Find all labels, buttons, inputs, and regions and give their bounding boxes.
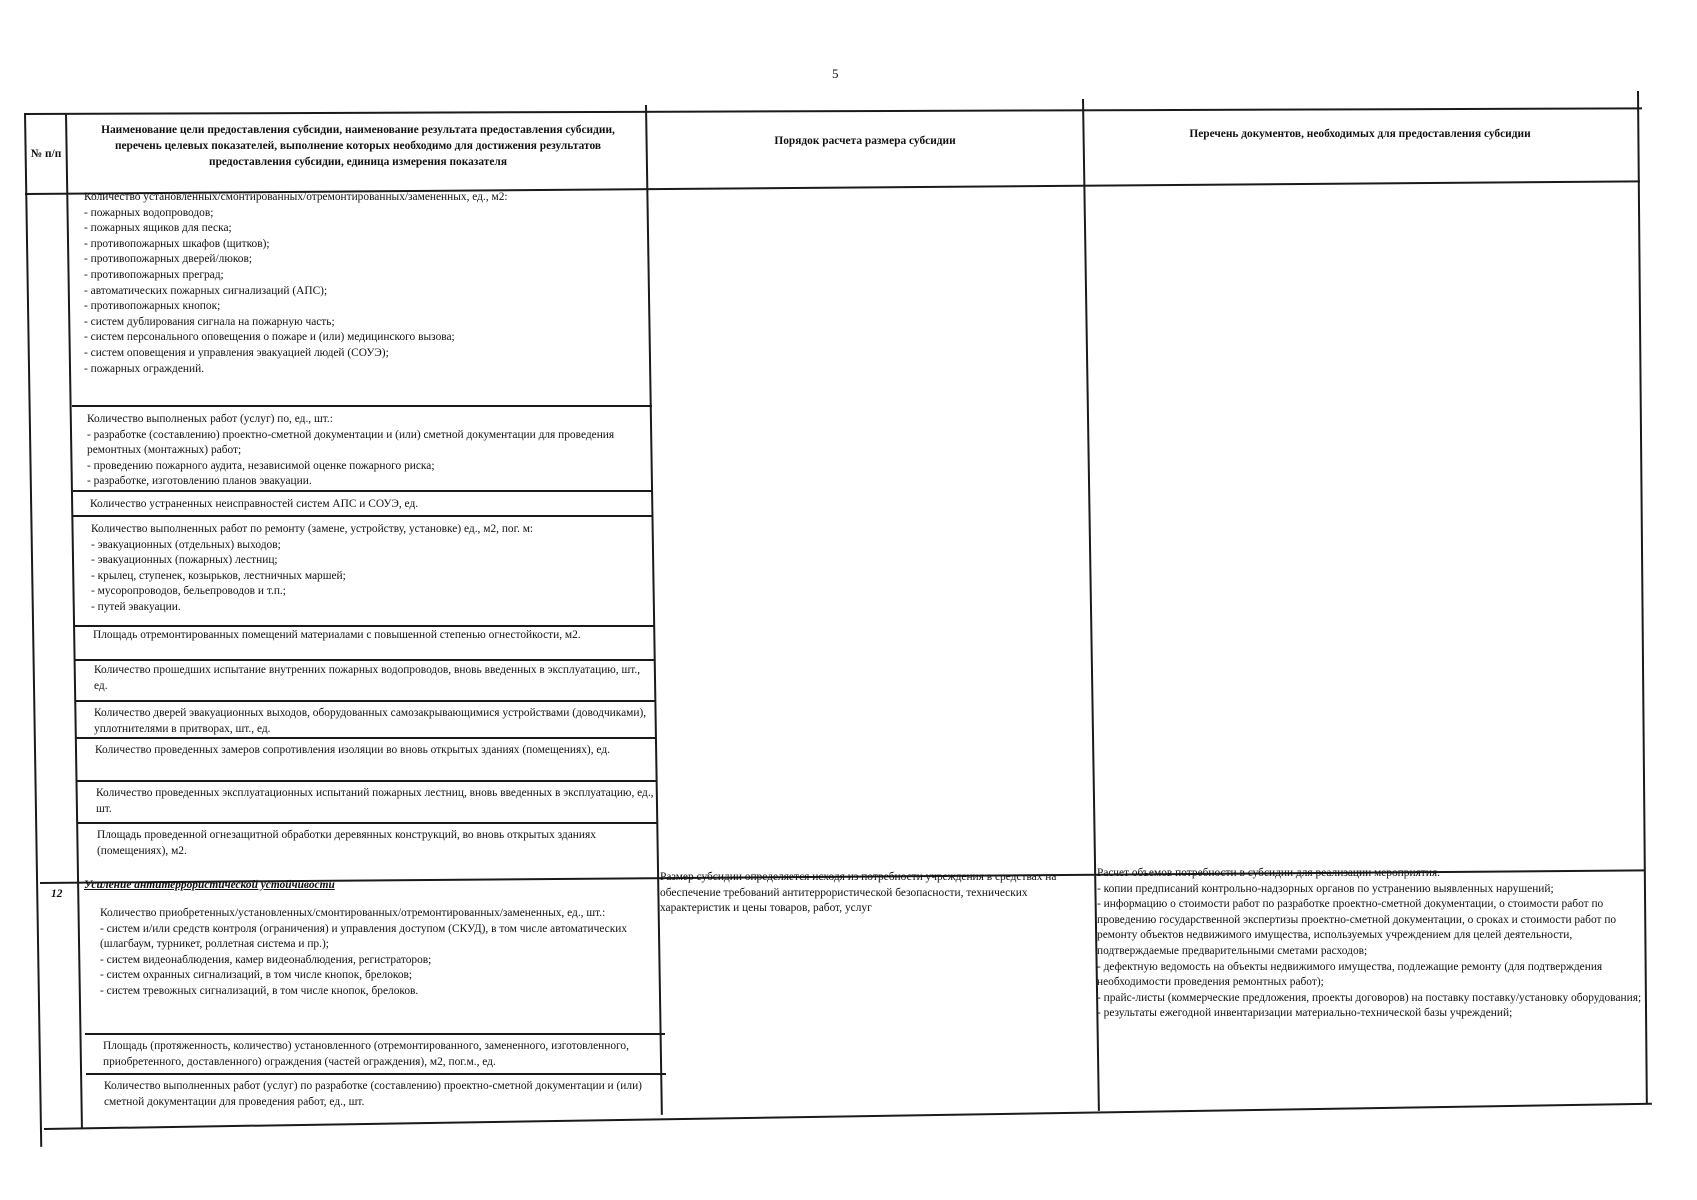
subrow-line: [75, 737, 655, 739]
header-col-num: № п/п: [30, 148, 62, 160]
header-col-name: Наименование цели предоставления субсидии, наименование результата предоставления субсидии, перечень целевых показателей, выполнение которых необходимо для достижения результатов предоставления субсидии, единица измерения показателя: [101, 124, 615, 168]
cont-item-2: Количество выполненых работ (услуг) по, ед., шт.: - разработке (составлению) проектно-сметной документации и (или) сметной документации для проведения ремонтных (монтажных) работ; - проведению пожарного аудита, независимой оценке пожарного риска; - разработке, изготовлению планов эвакуации.: [87, 413, 615, 488]
cont-item-3: Количество устраненных неисправностей систем АПС и СОУЭ, ед.: [90, 498, 419, 510]
subrow-line: [85, 1033, 665, 1035]
cont-item-4: Количество выполненных работ по ремонту (замене, устройству, установке) ед., м2, пог. м: - эвакуационных (отдельных) выходов; - эвакуационных (пожарных) лестниц; - крылец, ступенек, козырьков, лестничных маршей; - мусоропроводов, бельепроводов и т.п.; - путей эвакуации.: [91, 523, 534, 613]
subrow-line: [74, 659, 654, 661]
col-line-1: [65, 113, 82, 1129]
cont-item-9: Количество проведенных эксплуатационных испытаний пожарных лестниц, вновь введенных в эксплуатацию, ед., шт.: [96, 787, 654, 815]
subrow-line: [75, 700, 655, 702]
subrow-line: [77, 822, 657, 824]
row12-number: 12: [51, 888, 63, 900]
header-col-calc: Порядок расчета размера субсидии: [774, 135, 956, 147]
row12-item-2: Площадь (протяженность, количество) установленного (отремонтированного, замененного, изготовленного, приобретенного, доставленного) ограждения (частей ограждения), м2, пог.м., ед.: [103, 1040, 629, 1068]
subrow-line: [74, 625, 654, 627]
cont-item-5: Площадь отремонтированных помещений материалами с повышенной степенью огнестойкости, м2.: [93, 629, 581, 641]
page-number: 5: [832, 66, 839, 81]
row12-calc: Размер субсидии определяется исходя из потребности учреждения в средствах на обеспечение требований антитеррористической безопасности, технических характеристик и цены товаров, работ, услуг: [660, 871, 1057, 915]
cont-item-8: Количество проведенных замеров сопротивления изоляции во вновь открытых зданиях (помещениях), ед.: [95, 744, 610, 756]
header-col-docs: Перечень документов, необходимых для предоставления субсидии: [1189, 128, 1531, 140]
subrow-line: [86, 1073, 666, 1075]
cont-item-1: Количество установленных/смонтированных/отремонтированных/замененных, ед., м2: - пожарных водопроводов; - пожарных ящиков для песка; - противопожарных шкафов (щитков); - противопожарных дверей/люков; - противопожарных преград; - автоматических пожарных сигнализаций (АПС); - противопожарных кнопок; - систем дублирования сигнала на пожарную часть; - систем персонального оповещения о пожаре и (или) медицинского вызова; - систем оповещения и управления эвакуацией людей (СОУЭ); - пожарных ограждений.: [84, 191, 508, 375]
cont-item-10: Площадь проведенной огнезащитной обработки деревянных конструкций, во вновь открытых зданиях (помещениях), м2.: [97, 829, 596, 857]
cont-item-6: Количество прошедших испытание внутренних пожарных водопроводов, вновь введенных в эксплуатацию, шт., ед.: [94, 664, 641, 692]
cont-item-7: Количество дверей эвакуационных выходов, оборудованных самозакрывающимися устройствами (доводчиками), уплотнителями в притворах, шт., ед.: [94, 707, 647, 735]
subrow-line: [76, 780, 656, 782]
row12-item-3: Количество выполненных работ (услуг) по разработке (составлению) проектно-сметной документации и (или) сметной документации для проведения работ, ед., шт.: [104, 1080, 642, 1108]
row12-docs: Расчет объемов потребности в субсидии для реализации мероприятия. - копии предписаний контрольно-надзорных органов по устранению выявленных нарушений; - информацию о стоимости работ по разработке проектно-сметной документации, о стоимости работ по проведению государственной экспертизы проектно-сметной документации, о сроках и стоимости работ по ремонту объектов недвижимого имущества, используемых учреждением для целей деятельности, подтверждаемые предварительными сметами расходов; - дефектную ведомость на объекты недвижимого имущества, подлежащие ремонту (для подтверждения необходимости проведения ремонтных работ); - прайс-листы (коммерческие предложения, проекты договоров) на поставку поставку/установку оборудования; - результаты ежегодной инвентаризации материально-технической базы учреждений;: [1097, 867, 1642, 1020]
subrow-line: [73, 515, 653, 517]
row12-title: Усиление антитеррористической устойчивости: [84, 879, 335, 891]
subrow-line: [72, 405, 652, 407]
row12-item-1: Количество приобретенных/установленных/смонтированных/отремонтированных/замененных, ед., шт.: - систем и/или средств контроля (ограничения) и управления доступом (СКУД), в том числе автоматических (шлагбаум, турникет, роллетная система и пр.); - систем видеонаблюдения, камер видеонаблюдения, регистраторов; - систем охранных сигнализаций, в том числе кнопок, брелоков; - систем тревожных сигнализаций, в том числе кнопок, брелоков.: [100, 907, 628, 997]
table-border-top: [24, 107, 1642, 114]
subrow-line: [73, 490, 653, 492]
table-border-left: [24, 113, 42, 1147]
